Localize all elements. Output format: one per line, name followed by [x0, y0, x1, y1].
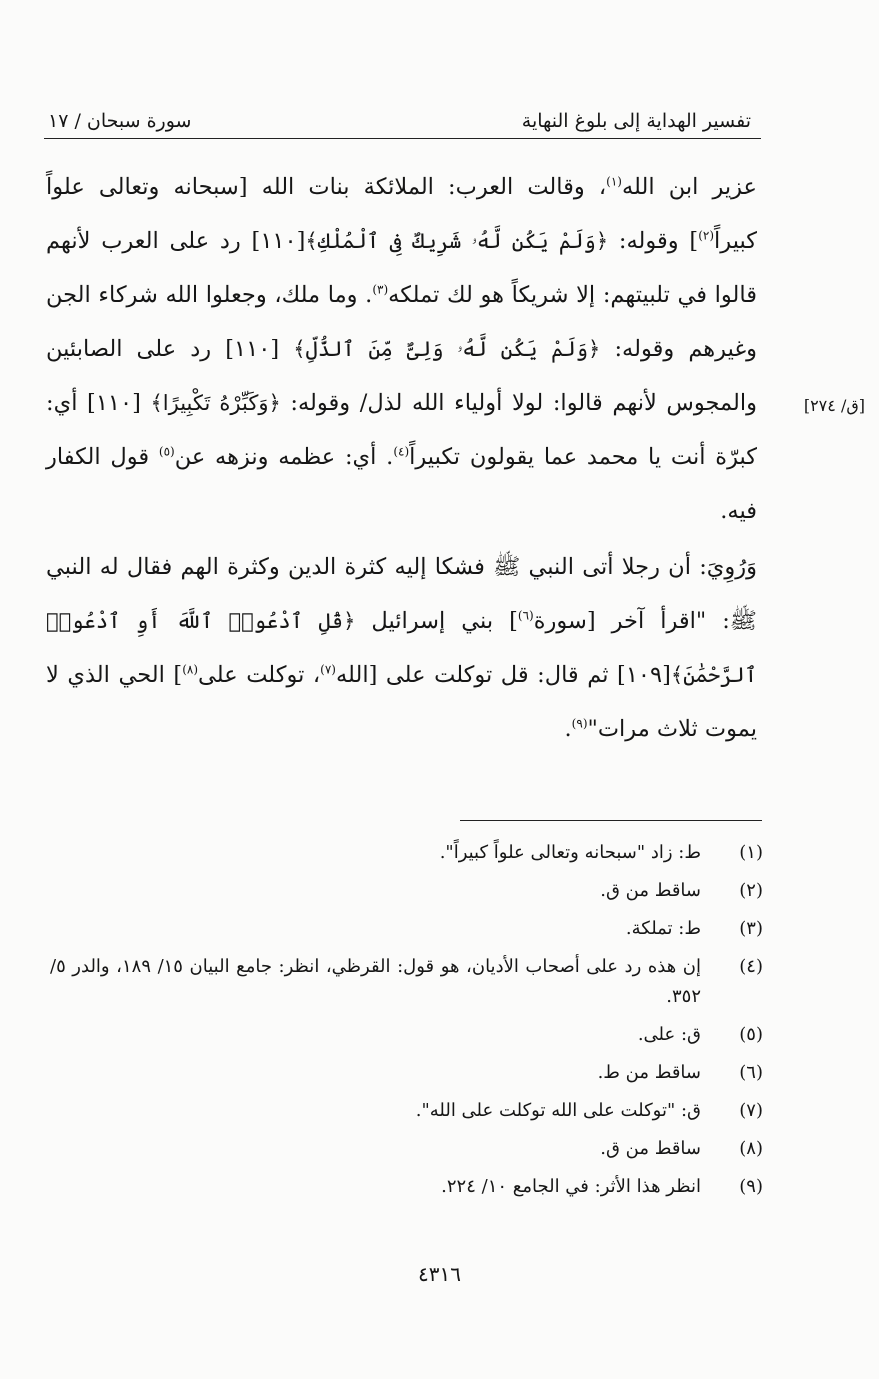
- page-number: ٤٣١٦: [418, 1262, 461, 1286]
- footnote-ref-6[interactable]: (٦): [517, 608, 534, 623]
- text-run: ، توكلت على: [198, 662, 321, 688]
- running-header: [48, 96, 751, 132]
- book-title: تفسير الهداية إلى بلوغ النهاية: [521, 110, 751, 132]
- footnote-number: (٧): [739, 1100, 763, 1121]
- footnote-item: [50, 952, 767, 1012]
- text-run: . وما ملك، وجعلوا الله شركاء الجن وغيرهم وقوله:: [46, 282, 757, 362]
- footnote-item: [50, 1020, 767, 1050]
- footnote-ref-8[interactable]: (٨): [182, 662, 199, 677]
- text-run: [١٠٩] ثم قال: قل توكلت على [الله: [335, 662, 671, 688]
- paragraph-2: [46, 540, 757, 756]
- text-run: ] الحي الذي لا يموت ثلاث مرات": [46, 662, 757, 742]
- footnote-number: (١): [739, 842, 763, 863]
- footnote-text: ط: زاد "سبحانه وتعالى علواً كبيراً".: [439, 842, 701, 863]
- footnote-number: (٥): [739, 1024, 763, 1045]
- text-run: ] بني إسرائيل: [355, 608, 518, 634]
- text-run: [١١٠] رد على الصابئين والمجوس لأنهم قالوا: لولا أولياء الله لذل/ وقوله:: [46, 336, 758, 416]
- footnote-text: ق: على.: [637, 1024, 701, 1045]
- footnote-number: (٢): [739, 880, 763, 901]
- text-run: ، وقالت العرب: الملائكة بنات الله [سبحانه وتعالى علواً كبيراً: [46, 174, 757, 254]
- footnote-ref-1[interactable]: (١): [606, 174, 622, 189]
- footnote-number: (٤): [739, 956, 763, 977]
- text-run: عزير ابن الله: [621, 174, 757, 200]
- footnote-text: ط: تملكة.: [625, 918, 701, 939]
- header-divider: [44, 138, 761, 139]
- footnote-number: (٨): [739, 1138, 763, 1159]
- footnote-text: انظر هذا الأثر: في الجامع ١٠/ ٢٢٤.: [441, 1176, 701, 1197]
- paragraph-1: [46, 160, 757, 538]
- footnote-item: [50, 914, 767, 944]
- footnote-text: ساقط من ق.: [600, 880, 701, 901]
- footnote-item: [50, 1172, 767, 1202]
- footnote-item: [50, 1134, 767, 1164]
- footnote-number: (٦): [739, 1062, 763, 1083]
- footnotes: [50, 838, 767, 1210]
- text-run: [١١٠] أي: كبرّة أنت يا محمد عما يقولون تكبيراً: [46, 390, 757, 470]
- text-run: .: [564, 716, 572, 742]
- footnote-ref-2[interactable]: (٢): [698, 228, 715, 243]
- quran-verse: ﴿وَكَبِّرْهُ تَكْبِيرًا﴾: [150, 391, 281, 415]
- footnote-ref-5[interactable]: (٥): [158, 444, 175, 459]
- footnote-divider: [460, 820, 762, 821]
- quran-verse: ﴿قُلِ ٱدْعُوا۟ ٱللَّهَ أَوِ ٱدْعُوا۟ ٱلرَّحْمَٰنَ﴾: [46, 609, 757, 687]
- footnote-text: ساقط من ط.: [597, 1062, 701, 1083]
- footnote-number: (٣): [739, 918, 763, 939]
- quran-verse: ﴿وَلَمْ يَكُن لَّهُۥ شَرِيكٌ فِى ٱلْمُلْكِ﴾: [305, 229, 609, 253]
- text-run: . أي: عظمه ونزهه عن: [174, 444, 394, 470]
- footnote-item: [50, 838, 767, 868]
- footnote-text: إن هذه رد على أصحاب الأديان، هو قول: القرظي، انظر: جامع البيان ١٥/ ١٨٩، والدر ٥/ ٣٥٢.: [50, 956, 701, 1007]
- surah-title: سورة سبحان / ١٧: [48, 110, 192, 132]
- text-run: ] وقوله:: [608, 228, 699, 254]
- text-run: وَرُوِيَ: أن رجلا أتى النبي ﷺ فشكا إليه كثرة الدين وكثرة الهم فقال له النبي ﷺ: "اقرأ آخر [سورة: [46, 554, 757, 634]
- footnote-ref-3[interactable]: (٣): [372, 282, 389, 297]
- footnote-ref-7[interactable]: (٧): [320, 662, 336, 677]
- main-text: [46, 160, 757, 756]
- footnote-item: [50, 1096, 767, 1126]
- footnote-number: (٩): [739, 1176, 763, 1197]
- text-run: [١١٠] رد على العرب لأنهم قالوا في تلبيتهم: إلا شريكاً هو لك تملكه: [46, 228, 757, 308]
- footnote-ref-4[interactable]: (٤): [393, 444, 410, 459]
- footnote-item: [50, 876, 767, 906]
- footnote-text: ساقط من ق.: [600, 1138, 701, 1159]
- text-run: قول الكفار فيه.: [46, 444, 757, 524]
- manuscript-margin-note: [ق/ ٢٧٤]: [803, 396, 865, 415]
- footnote-ref-9[interactable]: (٩): [571, 716, 588, 731]
- quran-verse: ﴿وَلَمْ يَكُن لَّهُۥ وَلِىٌّ مِّنَ ٱلذُّلِّ﴾: [293, 337, 601, 361]
- footnote-item: [50, 1058, 767, 1088]
- footnote-text: ق: "توكلت على الله توكلت على الله".: [415, 1100, 701, 1121]
